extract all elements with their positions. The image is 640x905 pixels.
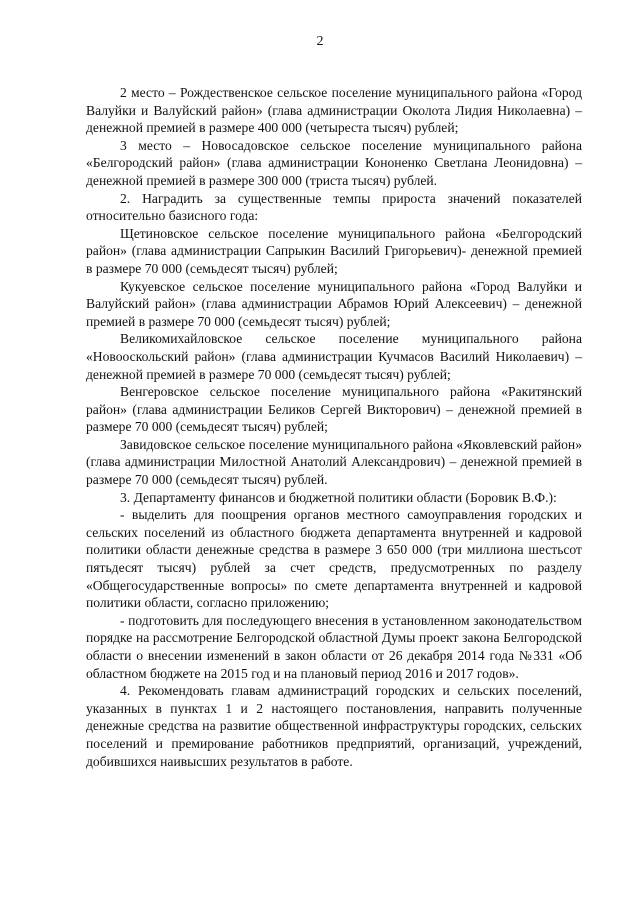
paragraph-award-shchetinovskoe: Щетиновское сельское поселение муниципального района «Белгородский район» (глава администрации Сапрыкин Василий Григорьевич)- денежной премией в размере 70 000 (семьдесят тысяч) рублей; — [86, 225, 582, 276]
document-body — [86, 84, 582, 770]
paragraph-prepare-law: - подготовить для последующего внесения в установленном законодательством порядке на рассмотрение Белгородской областной Думы проект закона Белгородской области о внесении изменений в закон области от 26 декабря 2014 года №331 «Об областном бюджете на 2015 год и на плановый период 2016 и 2017 годов». — [86, 612, 582, 681]
paragraph-place-3: 3 место – Новосадовское сельское поселение муниципального района «Белгородский район» (глава администрации Кононенко Светлана Леонидовна) – денежной премией в размере 300 000 (триста тысяч) рублей. — [86, 137, 582, 188]
paragraph-item-2: 2. Наградить за существенные темпы прироста значений показателей относительно базисного года: — [86, 190, 582, 224]
paragraph-award-kukuevskoe: Кукуевское сельское поселение муниципального района «Город Валуйки и Валуйский район» (глава администрации Абрамов Юрий Алексеевич) – денежной премией в размере 70 000 (семьдесят тысяч) рублей; — [86, 278, 582, 329]
paragraph-item-4: 4. Рекомендовать главам администраций городских и сельских поселений, указанных в пунктах 1 и 2 настоящего постановления, направить полученные денежные средства на развитие общественной инфраструктуры городских, сельских поселений и премирование работников предприятий, организаций, учреждений, добившихся наивысших результатов в работе. — [86, 683, 582, 769]
paragraph-item-3: 3. Департаменту финансов и бюджетной политики области (Боровик В.Ф.): — [120, 489, 557, 505]
paragraph-award-zavidovskoe: Завидовское сельское поселение муниципального района «Яковлевский район» (глава администрации Милостной Анатолий Александрович) – денежной премией в размере 70 000 (семьдесят тысяч) рублей. — [86, 436, 582, 488]
page-number: 2 — [316, 34, 324, 49]
paragraph-award-velikomikhaylovskoe: Великомихайловское сельское поселение муниципального района «Новооскольский район» (глава администрации Кучмасов Василий Николаевич) – денежной премией в размере 70 000 (семьдесят тысяч) рублей; — [86, 331, 582, 382]
paragraph-award-vengerovskoe: Венгеровское сельское поселение муниципального района «Ракитянский район» (глава администрации Беликов Сергей Викторович) – денежной премией в размере 70 000 (семьдесят тысяч) рублей; — [86, 384, 582, 435]
paragraph-place-2: 2 место – Рождественское сельское поселение муниципального района «Город Валуйки и Валуйский район» (глава администрации Околота Лидия Николаевна) – денежной премией в размере 400 000 (четыреста тысяч) рублей; — [86, 85, 582, 136]
paragraph-allocate-funds: - выделить для поощрения органов местного самоуправления городских и сельских поселений из областного бюджета департамента внутренней и кадровой политики области денежные средства в размере 3 650 000 (три миллиона шестьсот пятьдесят тысяч) рублей за счет средств, предусмотренных по разделу «Общегосударственные вопросы» по смете департамента внутренней и кадровой политики области, согласно приложению; — [86, 507, 582, 611]
